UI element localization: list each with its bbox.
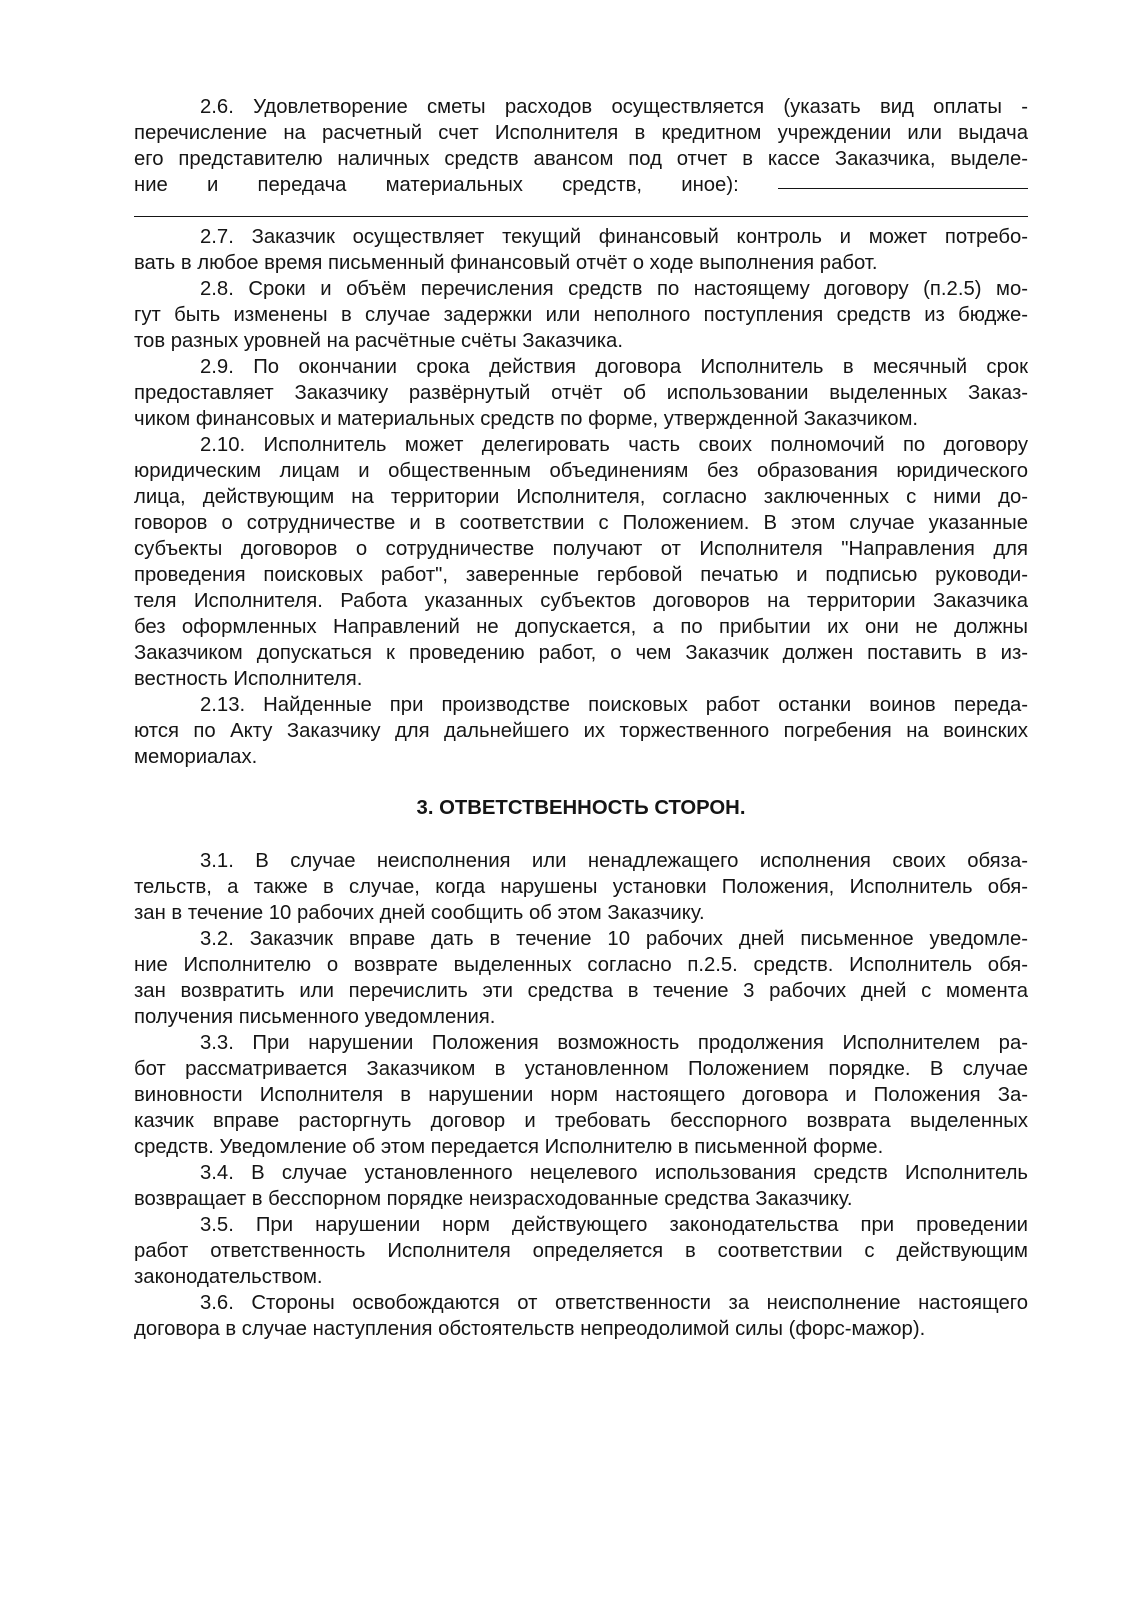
text-line: гут быть изменены в случае задержки или неполного поступления средств из бюдже- bbox=[134, 304, 1028, 326]
paragraph-3-4 bbox=[134, 1160, 1028, 1212]
text-line: возвращает в бесспорном порядке неизрасходованные средства Заказчику. bbox=[134, 1188, 853, 1210]
text-line: тов разных уровней на расчётные счёты Заказчика. bbox=[134, 330, 623, 352]
paragraph-2-6 bbox=[134, 94, 1028, 224]
section-heading: 3. ОТВЕТСТВЕННОСТЬ СТОРОН. bbox=[416, 797, 746, 819]
text-line: теля Исполнителя. Работа указанных субъектов договоров на территории Заказчика bbox=[134, 590, 1028, 612]
text-line: 3.5. При нарушении норм действующего законодательства при проведении bbox=[200, 1214, 1028, 1236]
text-line: чиком финансовых и материальных средств по форме, утвержденной Заказчиком. bbox=[134, 408, 919, 430]
text-line-with-blank bbox=[134, 172, 1028, 198]
text-line: законодательством. bbox=[134, 1266, 323, 1288]
text-line: его представителю наличных средств авансом под отчет в кассе Заказчика, выделе- bbox=[134, 148, 1028, 170]
text-line: ются по Акту Заказчику для дальнейшего их торжественного погребения на воинских bbox=[134, 720, 1028, 742]
text-line: мемориалах. bbox=[134, 746, 258, 768]
text-line: ние Исполнителю о возврате выделенных согласно п.2.5. средств. Исполнитель обя- bbox=[134, 954, 1028, 976]
text-line: перечисление на расчетный счет Исполнителя в кредитном учреждении или выдача bbox=[134, 122, 1028, 144]
word: и bbox=[207, 174, 219, 196]
paragraph-3-3 bbox=[134, 1030, 1028, 1160]
text-line: 2.8. Сроки и объём перечисления средств по настоящему договору (п.2.5) мо- bbox=[200, 278, 1028, 300]
text-line: тельств, а также в случае, когда нарушены установки Положения, Исполнитель обя- bbox=[134, 876, 1028, 898]
text-line: 2.6. Удовлетворение сметы расходов осуществляется (указать вид оплаты - bbox=[200, 96, 1028, 118]
text-line: Заказчиком допускаться к проведению работ, о чем Заказчик должен поставить в из- bbox=[134, 642, 1028, 664]
text-line: работ ответственность Исполнителя определяется в соответствии с действующим bbox=[134, 1240, 1028, 1262]
text-line: говоров о сотрудничестве и в соответствии с Положением. В этом случае указанные bbox=[134, 512, 1028, 534]
text-line: проведения поисковых работ", заверенные гербовой печатью и подписью руководи- bbox=[134, 564, 1028, 586]
word: средств, bbox=[562, 174, 643, 196]
paragraph-2-8 bbox=[134, 276, 1028, 354]
paragraph-2-13 bbox=[134, 692, 1028, 770]
payment-type-blank-line[interactable] bbox=[134, 198, 1028, 224]
text-line: 3.1. В случае неисполнения или ненадлежащего исполнения своих обяза- bbox=[200, 850, 1028, 872]
text-line: предоставляет Заказчику развёрнутый отчёт об использовании выделенных Заказ- bbox=[134, 382, 1028, 404]
text-line: вать в любое время письменный финансовый отчёт о ходе выполнения работ. bbox=[134, 252, 878, 274]
text-line: вестность Исполнителя. bbox=[134, 668, 363, 690]
text-line: зан возвратить или перечислить эти средства в течение 3 рабочих дней с момента bbox=[134, 980, 1028, 1002]
text-line: 3.2. Заказчик вправе дать в течение 10 рабочих дней письменное уведомле- bbox=[200, 928, 1028, 950]
text-line: виновности Исполнителя в нарушении норм настоящего договора и Положения За- bbox=[134, 1084, 1028, 1106]
word: материальных bbox=[385, 174, 523, 196]
word: передача bbox=[257, 174, 347, 196]
text-line: казчик вправе расторгнуть договор и требовать бесспорного возврата выделенных bbox=[134, 1110, 1028, 1132]
underline-rule bbox=[134, 216, 1028, 217]
payment-type-blank-field[interactable] bbox=[778, 172, 1028, 189]
text-line: 2.7. Заказчик осуществляет текущий финансовый контроль и может потребо- bbox=[200, 226, 1028, 248]
text-line: 2.9. По окончании срока действия договора Исполнитель в месячный срок bbox=[200, 356, 1028, 378]
word: иное): bbox=[681, 174, 739, 196]
text-line: субъекты договоров о сотрудничестве получают от Исполнителя "Направления для bbox=[134, 538, 1028, 560]
text-line: лица, действующим на территории Исполнителя, согласно заключенных с ними до- bbox=[134, 486, 1028, 508]
text-line: 2.10. Исполнитель может делегировать часть своих полномочий по договору bbox=[200, 434, 1028, 456]
paragraph-2-10 bbox=[134, 432, 1028, 692]
text-line: юридическим лицам и общественным объединениям без образования юридического bbox=[134, 460, 1028, 482]
text-line: 3.6. Стороны освобождаются от ответственности за неисполнение настоящего bbox=[200, 1292, 1028, 1314]
text-line: средств. Уведомление об этом передается Исполнителю в письменной форме. bbox=[134, 1136, 884, 1158]
text-line: договора в случае наступления обстоятельств непреодолимой силы (форс-мажор). bbox=[134, 1318, 926, 1340]
text-line: получения письменного уведомления. bbox=[134, 1006, 496, 1028]
paragraph-2-7 bbox=[134, 224, 1028, 276]
document-page bbox=[134, 94, 1028, 1342]
paragraph-3-2 bbox=[134, 926, 1028, 1030]
word: ние bbox=[134, 174, 168, 196]
text-line: 2.13. Найденные при производстве поисковых работ останки воинов переда- bbox=[200, 694, 1028, 716]
text-line: без оформленных Направлений не допускается, а по прибытии их они не должны bbox=[134, 616, 1028, 638]
text-line: 3.3. При нарушении Положения возможность продолжения Исполнителем ра- bbox=[200, 1032, 1028, 1054]
text-line: бот рассматривается Заказчиком в установленном Положением порядке. В случае bbox=[134, 1058, 1028, 1080]
paragraph-2-9 bbox=[134, 354, 1028, 432]
text-line: зан в течение 10 рабочих дней сообщить об этом Заказчику. bbox=[134, 902, 705, 924]
paragraph-3-5 bbox=[134, 1212, 1028, 1290]
paragraph-3-6 bbox=[134, 1290, 1028, 1342]
text-line: 3.4. В случае установленного нецелевого использования средств Исполнитель bbox=[200, 1162, 1028, 1184]
paragraph-3-1 bbox=[134, 848, 1028, 926]
